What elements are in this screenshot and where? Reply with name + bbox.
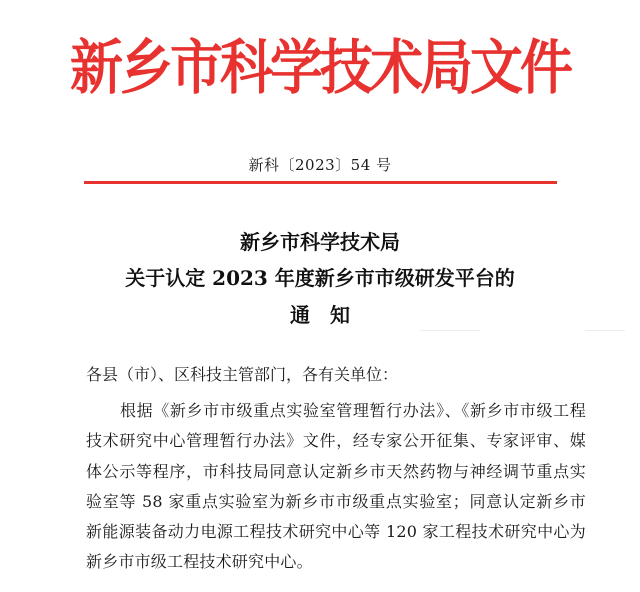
scan-artifact <box>585 330 625 331</box>
body-paragraph: 根据《新乡市市级重点实验室管理暂行办法》、《新乡市市级工程技术研究中心管理暂行办法》文件，经专家公开征集、专家评审、媒体公示等程序，市科技局同意认定新乡市天然药物与神经调节重点实验室等 58 家重点实验室为新乡市市级重点实验室；同意认定新乡市新能源装备动力电源工程技术研究中心等 120 家工程技术研究中心为新乡市市级工程技术研究中心。 <box>86 401 586 572</box>
notice-title-line-2: 关于认定 2023 年度新乡市市级研发平台的 <box>125 266 515 290</box>
notice-title-line-1: 新乡市科学技术局 <box>240 230 400 254</box>
document-number: 新科〔2023〕54 号 <box>248 156 392 174</box>
red-divider-line <box>84 181 557 184</box>
notice-title-line-3: 通 知 <box>290 303 350 327</box>
scan-artifact <box>420 330 480 331</box>
masthead-title: 新乡市科学技术局文件 <box>70 34 570 103</box>
salutation: 各县（市）、区科技主管部门，各有关单位： <box>86 365 399 384</box>
